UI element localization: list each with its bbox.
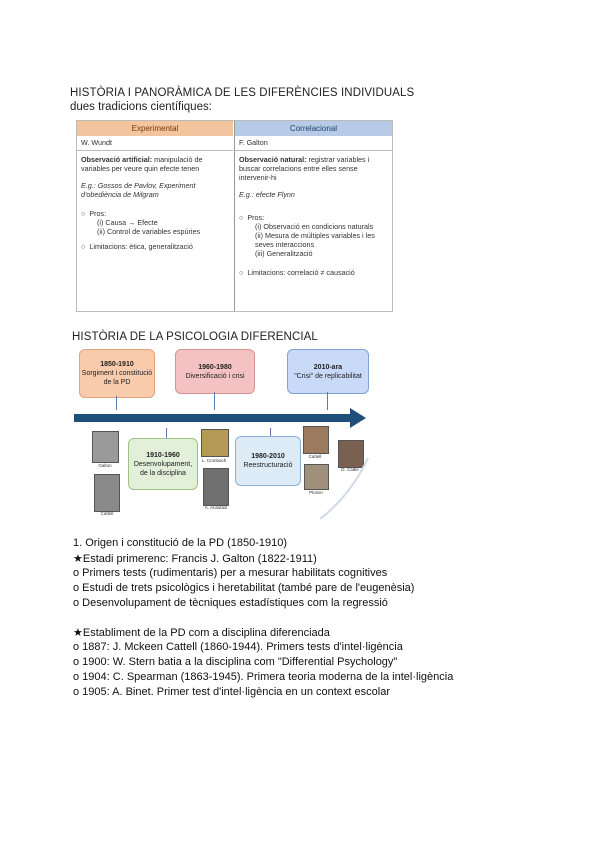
plomin-caption: Plomin bbox=[309, 490, 323, 495]
correlational-example: E.g.: efecte Flynn bbox=[239, 190, 295, 199]
experimental-limitations: ○ Limitacions: ètica, generalització bbox=[81, 242, 193, 251]
history-timeline bbox=[70, 346, 370, 521]
cattle-caption: D. Cattle bbox=[341, 467, 359, 472]
list-item: o Desenvolupament de tècniques estadístiques com la regressió bbox=[73, 597, 388, 609]
correlational-column bbox=[234, 121, 392, 311]
experimental-pros: ○ Pros: (i) Causa → Efecte (ii) Control de variables espúries bbox=[81, 209, 201, 236]
section-heading: 1. Origen i constitució de la PD (1850-1910) bbox=[73, 537, 288, 549]
experimental-example: E.g.: Gossos de Pavlov, Experiment d'obediència de Milgram bbox=[81, 181, 196, 199]
correlational-header: Correlacional bbox=[235, 121, 392, 136]
experimental-observation: Observació artificial: manipulació de variables per veure quin efecte tenen bbox=[81, 155, 203, 173]
cattell-photo bbox=[94, 474, 120, 512]
list-item: o Estudi de trets psicològics i heretabilitat (també pare de l'eugenèsia) bbox=[73, 582, 415, 594]
correlational-limitations: ○ Limitacions: correlació ≠ causació bbox=[239, 268, 355, 277]
cronbach-caption: L. Cronbach bbox=[201, 458, 227, 463]
cattell-2-photo bbox=[303, 426, 329, 454]
cattell-caption: Cattell bbox=[100, 511, 114, 516]
correlational-author: F. Galton bbox=[239, 138, 268, 147]
list-item: o 1887: J. Mckeen Cattell (1860-1944). Primers tests d'intel·ligència bbox=[73, 641, 403, 653]
timeline-box-1910: 1910-1960 Desenvolupament, de la disciplina bbox=[128, 438, 198, 490]
list-item: o 1900: W. Stern batia a la disciplina com "Differential Psychology" bbox=[73, 656, 398, 668]
establishment-heading: ★Establiment de la PD com a disciplina diferenciada bbox=[73, 627, 330, 639]
history-title: HISTÒRIA DE LA PSICOLOGIA DIFERENCIAL bbox=[72, 331, 318, 343]
experimental-header: Experimental bbox=[77, 121, 233, 136]
timeline-box-1850: 1850-1910 Sorgiment i constitució de la PD bbox=[79, 349, 155, 398]
experimental-column bbox=[77, 121, 233, 311]
panorama-title: HISTÒRIA I PANORÀMICA DE LES DIFERÈNCIES INDIVIDUALS bbox=[70, 87, 415, 99]
correlational-observation: Observació natural: registrar variables i buscar correlacions entre elles sense intervenir-hi bbox=[239, 155, 370, 182]
anastasi-caption: A. Anastasi bbox=[204, 505, 228, 510]
galton-photo bbox=[92, 431, 119, 463]
panorama-subtitle: dues tradicions científiques: bbox=[70, 101, 212, 113]
list-item: o 1905: A. Binet. Primer test d'intel·ligència en un context escolar bbox=[73, 686, 390, 698]
anastasi-photo bbox=[203, 468, 229, 506]
traditions-table bbox=[76, 120, 393, 312]
early-stage-heading: ★Estadi primerenc: Francis J. Galton (1822-1911) bbox=[73, 553, 317, 565]
timeline-box-1980: 1980-2010 Reestructuració bbox=[235, 436, 301, 486]
cronbach-photo bbox=[201, 429, 229, 457]
list-item: o 1904: C. Spearman (1863-1945). Primera teoria moderna de la intel·ligència bbox=[73, 671, 454, 683]
experimental-author: W. Wundt bbox=[81, 138, 113, 147]
timeline-box-1960: 1960-1980 Diversificació i crisi bbox=[175, 349, 255, 394]
list-item: o Primers tests (rudimentaris) per a mesurar habilitats cognitives bbox=[73, 567, 388, 579]
timeline-box-2010: 2010-ara "Crisi" de replicabilitat bbox=[287, 349, 369, 394]
cattell-2-caption: Cattell bbox=[308, 454, 322, 459]
correlational-pros: ○ Pros: (i) Observació en condicions naturals (ii) Mesura de múltiples variables i les seves interaccions (iii) Generalització bbox=[239, 213, 375, 258]
galton-caption: Galton bbox=[98, 463, 112, 468]
